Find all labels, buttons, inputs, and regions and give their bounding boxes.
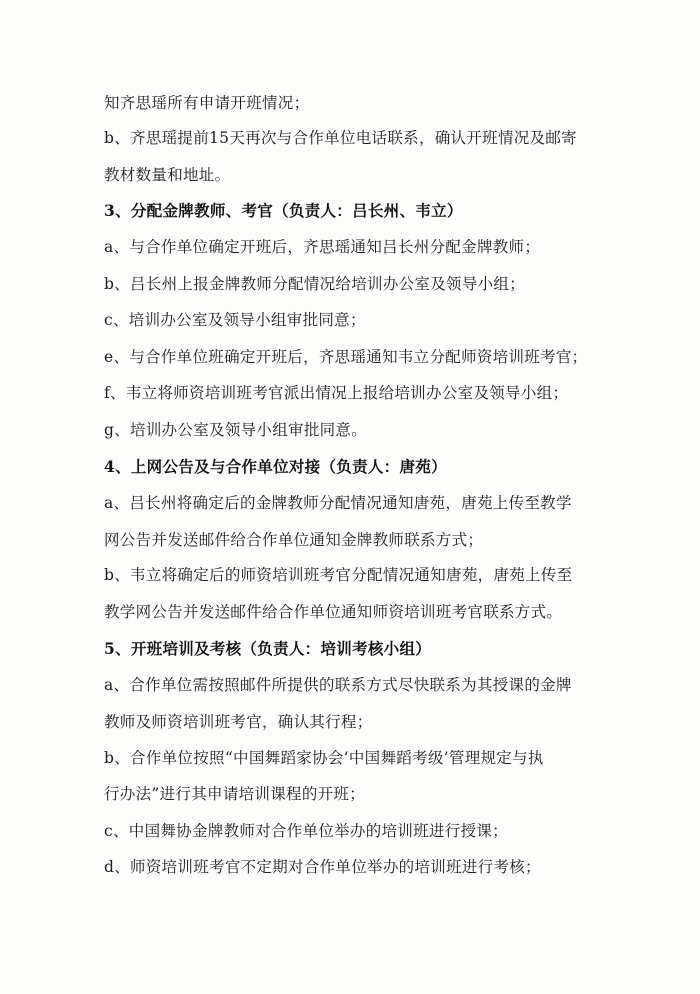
text-line: b、齐思瑶提前15天再次与合作单位电话联系，确认开班情况及邮寄 (104, 129, 577, 147)
text-line: c、中国舞协金牌教师对合作单位举办的培训班进行授课； (104, 822, 508, 840)
text-line: 教学网公告并发送邮件给合作单位通知师资培训班考官联系方式。 (104, 603, 563, 621)
section-heading: 4、上网公告及与合作单位对接（负责人：唐苑） (104, 457, 447, 476)
text-line: d、师资培训班考官不定期对合作单位举办的培训班进行考核； (104, 858, 541, 876)
text-line: b、合作单位按照“中国舞蹈家协会‘中国舞蹈考级’管理规定与执 (104, 749, 544, 767)
text-line: e、与合作单位班确定开班后，齐思瑶通知韦立分配师资培训班考官； (104, 348, 588, 366)
text-line: a、吕长州将确定后的金牌教师分配情况通知唐苑，唐苑上传至教学 (104, 494, 572, 512)
text-line: b、韦立将确定后的师资培训班考官分配情况通知唐苑，唐苑上传至 (104, 566, 573, 584)
section-heading: 3、分配金牌教师、考官（负责人：吕长州、韦立） (104, 201, 463, 220)
text-line: b、吕长州上报金牌教师分配情况给培训办公室及领导小组； (104, 275, 526, 293)
text-line: 教师及师资培训班考官，确认其行程； (104, 713, 373, 731)
text-line: 知齐思瑶所有申请开班情况； (104, 94, 310, 112)
text-line: g、培训办公室及领导小组审批同意。 (104, 421, 368, 439)
text-line: a、合作单位需按照邮件所提供的联系方式尽快联系为其授课的金牌 (104, 676, 572, 694)
text-line: c、培训办公室及领导小组审批同意； (104, 311, 366, 329)
text-line: a、与合作单位确定开班后，齐思瑶通知吕长州分配金牌教师； (104, 238, 541, 256)
text-line: 教材数量和地址。 (104, 166, 231, 184)
text-line: f、韦立将师资培训班考官派出情况上报给培训办公室及领导小组； (104, 384, 569, 402)
section-heading: 5、开班培训及考核（负责人：培训考核小组） (104, 639, 432, 658)
text-line: 网公告并发送邮件给合作单位通知金牌教师联系方式； (104, 531, 484, 549)
text-line: 行办法”进行其申请培训课程的开班； (104, 785, 366, 803)
